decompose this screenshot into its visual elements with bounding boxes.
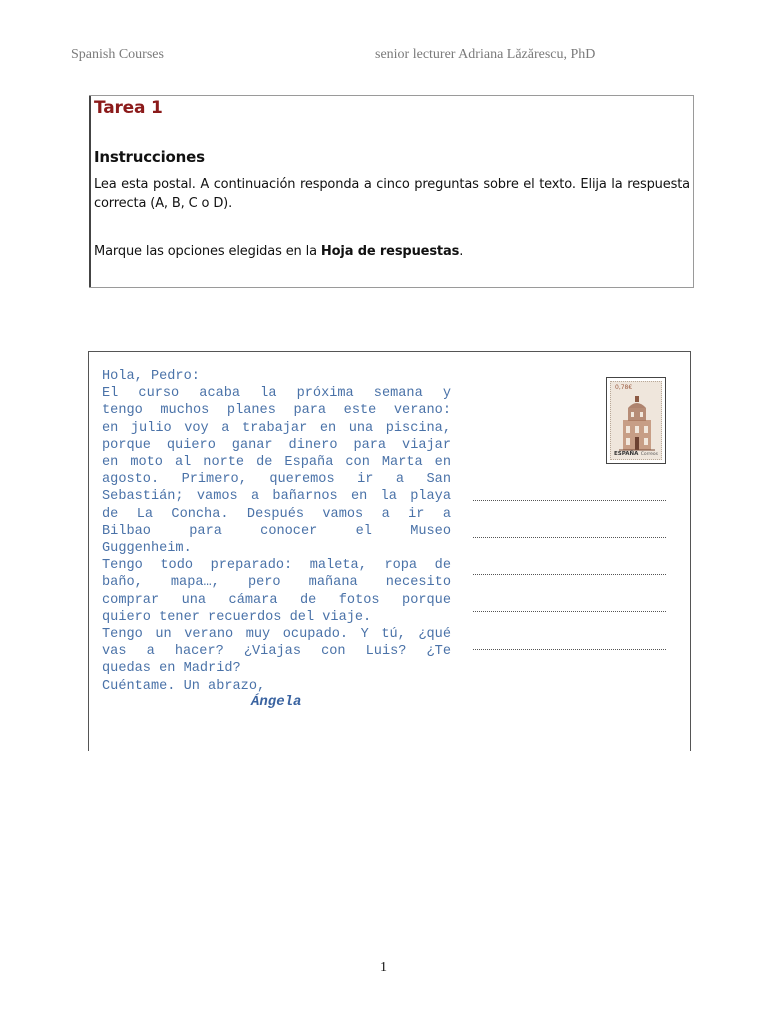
header-lecturer: senior lecturer Adriana Lăzărescu, PhD — [375, 47, 596, 62]
postcard-line: comprar una cámara de fotos porque — [102, 592, 451, 608]
postcard-line: de La Concha. Después vamos a ir a — [102, 506, 451, 522]
postcard-line: El curso acaba la próxima semana y — [102, 386, 451, 402]
postcard-line: Guggenheim. — [102, 541, 192, 557]
postcard-line: Cuéntame. Un abrazo, — [102, 678, 266, 694]
stamp-value: 0,78€ — [615, 384, 633, 391]
instructions-heading: Instrucciones — [94, 148, 205, 166]
postcard-line: Hola, Pedro: — [102, 369, 200, 384]
box-left-edge — [89, 96, 91, 287]
postcard-line: Bilbao para conocer el Museo — [102, 523, 451, 539]
stamp-building-illustration — [611, 382, 663, 461]
address-line — [473, 500, 666, 501]
answer-sheet-instruction — [94, 244, 463, 259]
postcard — [88, 351, 691, 751]
postcard-line: agosto. Primero, queremos ir a San — [102, 472, 451, 488]
postcard-line: en moto al norte de España con Marta en — [102, 455, 451, 471]
address-line — [473, 537, 666, 538]
postage-stamp-image — [606, 377, 666, 464]
postcard-line: Sebastián; vamos a bañarnos en la playa — [102, 489, 451, 505]
postcard-line: baño, mapa…, pero mañana necesito — [102, 575, 451, 591]
stamp-issuer: Correos — [640, 452, 658, 457]
postcard-line: Tengo todo preparado: maleta, ropa de — [102, 558, 451, 574]
postcard-line: Tengo un verano muy ocupado. Y tú, ¿qué — [102, 627, 451, 643]
stamp-picture — [610, 381, 662, 460]
postcard-line: quiero tener recuerdos del viaje. — [102, 609, 372, 625]
task-instructions-box — [89, 95, 694, 288]
postcard-line: tengo muchos planes para este verano: — [102, 403, 451, 419]
header-course-title: Spanish Courses — [71, 47, 164, 62]
answer-sheet-suffix: . — [459, 244, 464, 259]
postcard-line: en julio voy a trabajar en una piscina, — [102, 420, 451, 436]
address-line — [473, 611, 666, 612]
stamp-country: ESPAÑA — [614, 451, 639, 457]
postcard-line: porque quiero ganar dinero para viajar — [102, 437, 451, 453]
address-line — [473, 574, 666, 575]
answer-sheet-prefix: Marque las opciones elegidas en la — [94, 244, 321, 259]
address-line — [473, 649, 666, 650]
postcard-signature: Ángela — [251, 694, 302, 710]
answer-sheet-label: Hoja de respuestas — [320, 244, 460, 259]
postcard-message — [102, 368, 451, 695]
page-number: 1 — [380, 960, 387, 975]
postcard-line: quedas en Madrid? — [102, 661, 241, 677]
task-title: Tarea 1 — [94, 98, 163, 118]
instructions-text: Lea esta postal. A continuación responda a cinco preguntas sobre el texto. Elija la respuesta correcta (A, B, C o D). — [94, 177, 690, 211]
postcard-line: vas a hacer? ¿Viajas con Luis? ¿Te — [102, 644, 451, 660]
